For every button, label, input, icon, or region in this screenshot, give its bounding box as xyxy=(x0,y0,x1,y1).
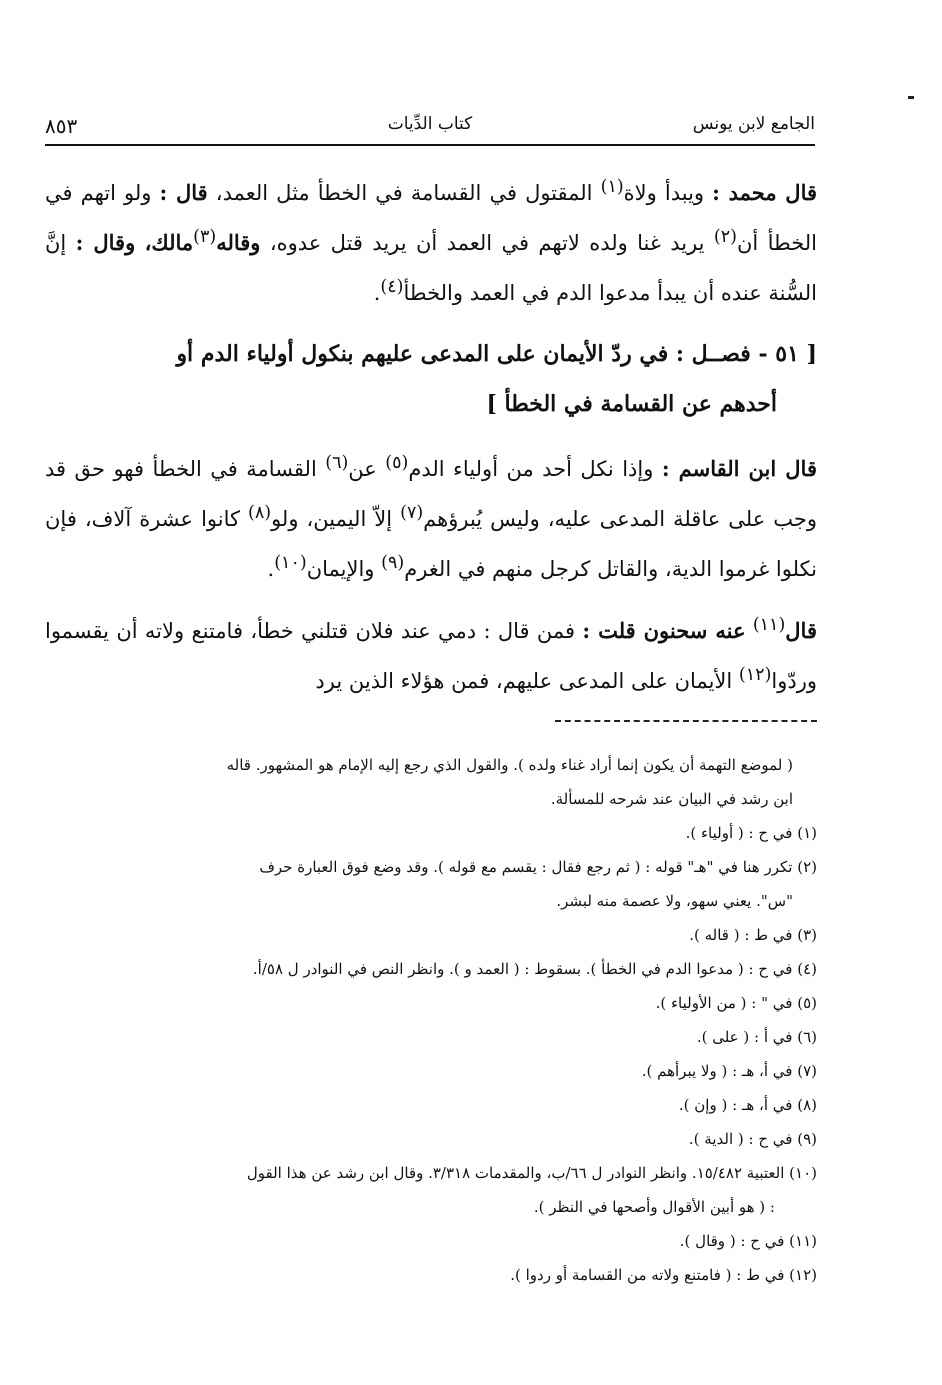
footnotes xyxy=(45,748,817,1292)
footnote-ref: (٤) xyxy=(380,277,404,297)
said-label: وقال : xyxy=(75,230,136,255)
book-title: الجامع لابن يونس xyxy=(692,114,815,134)
text: القسامة في الخطأ فهو حق قد وجب على عاقلة المدعى عليه، وليس يُبرؤهم xyxy=(45,457,817,531)
speaker-label: قال ابن القاسم : xyxy=(661,456,817,481)
footnote-11: (١١) في ح : ( وقال ). xyxy=(679,1232,817,1250)
footnote-continuation: ( لموضع التهمة أن يكون إنما أراد غناء ولده ). والقول الذي رجع إليه الإمام هو المشهور. قاله xyxy=(226,756,793,774)
text: المقتول في القسامة في الخطأ مثل العمد، xyxy=(215,181,593,205)
footnote-ref: (١) xyxy=(600,177,624,197)
text: إلاّ اليمين، ولو xyxy=(271,507,393,531)
paragraph-3 xyxy=(45,603,817,703)
footnote-9: (٩) في ح : ( الدية ). xyxy=(688,1130,817,1148)
text: ولو اتهم في الخطأ أن xyxy=(45,181,818,255)
footnote-separator xyxy=(555,720,817,722)
text: والإيمان xyxy=(306,557,375,581)
page-number: ٨٥٣ xyxy=(45,114,78,138)
footnote-10-cont: : ( هو أبين الأقوال وأصحها في النظر ). xyxy=(533,1198,775,1216)
speaker-label: عنه سحنون قلت : xyxy=(582,618,746,643)
section-heading xyxy=(45,329,817,429)
speck-mark xyxy=(908,96,914,99)
malik-name: مالك، xyxy=(144,230,194,255)
footnote-ref: (٩) xyxy=(381,553,405,573)
text: عن xyxy=(348,457,377,481)
footnote-ref: (١٢) xyxy=(738,665,772,685)
footnote-ref: (١١) xyxy=(752,615,786,635)
footnote-2: (٢) تكرر هنا في "هـ" قوله : ( ثم رجع فقال : يقسم مع قوله ). وقد وضع فوق العبارة حرف xyxy=(259,858,817,876)
footnote-ref: (٥) xyxy=(385,453,409,473)
said-label: وقاله xyxy=(216,230,261,255)
footnote-ref: (٧) xyxy=(400,503,424,523)
footnote-8: (٨) في أ، هـ : ( وإن ). xyxy=(678,1096,817,1114)
period: . xyxy=(373,281,381,305)
footnote-ref: (١٠) xyxy=(274,553,307,573)
main-text xyxy=(45,165,817,703)
heading-line-1: [ ٥١ - فصــل : في ردّ الأيمان على المدعى عليهم بنكول أولياء الدم أو xyxy=(176,341,817,367)
footnote-7: (٧) في أ، هـ : ( ولا يبرأهم ). xyxy=(641,1062,817,1080)
text: ويبدأ ولاة xyxy=(623,181,705,205)
footnote-ref: (٦) xyxy=(325,453,349,473)
footnote-ref: (٨) xyxy=(248,503,272,523)
text: فمن قال : دمي عند فلان قتلني خطأ، فامتنع ولاته أن يقسموا وردّوا xyxy=(45,619,817,693)
text: الأيمان على المدعى عليهم، فمن هؤلاء الذين يرد xyxy=(315,669,733,693)
said-label: قال : xyxy=(159,180,208,205)
footnote-3: (٣) في ط : ( قاله ). xyxy=(689,926,817,944)
footnote-12: (١٢) في ط : ( فامتنع ولاته من القسامة أو ردوا ). xyxy=(510,1266,817,1284)
footnote-continuation: ابن رشد في البيان عند شرحه للمسألة. xyxy=(550,790,793,808)
period: . xyxy=(267,557,275,581)
footnote-ref: (٣) xyxy=(193,227,217,247)
footnote-6: (٦) في أ : ( على ). xyxy=(696,1028,817,1046)
paragraph-1 xyxy=(45,165,817,315)
text: إنَّ السُّنة عنده أن يبدأ مدعوا الدم في العمد والخطأ xyxy=(45,231,817,305)
text: كانوا عشرة آلاف، فإن نكلوا غرموا الدية، والقاتل كرجل منهم في الغرم xyxy=(45,507,817,581)
footnote-1: (١) في ح : ( أولياء ). xyxy=(685,824,817,842)
footnote-5: (٥) في " : ( من الأولياء ). xyxy=(655,994,817,1012)
said-label: قال xyxy=(785,618,817,643)
page-header xyxy=(45,110,815,146)
footnote-ref: (٢) xyxy=(713,227,737,247)
paragraph-2 xyxy=(45,441,817,591)
speaker-label: قال محمد : xyxy=(712,180,818,205)
text: يريد غنا ولده لاتهم في العمد أن يريد قتل عدوه، xyxy=(269,231,705,255)
heading-line-2: أحدهم عن القسامة في الخطأ ] xyxy=(486,391,777,417)
footnote-2-cont: "س". يعني سهو، ولا عصمة منه لبشر. xyxy=(556,892,793,910)
text: وإذا نكل أحد من أولياء الدم xyxy=(408,457,654,481)
chapter-title: كتاب الدِّيات xyxy=(387,114,473,134)
footnote-10: (١٠) العتبية ١٥/٤٨٢. وانظر النوادر ل ٦٦/ب، والمقدمات ٣/٣١٨. وقال ابن رشد عن هذا القول xyxy=(246,1164,817,1182)
footnote-4: (٤) في ح : ( مدعوا الدم في الخطأ ). بسقوط : ( العمد و ). وانظر النص في النوادر ل ٥٨/أ. xyxy=(252,960,817,978)
